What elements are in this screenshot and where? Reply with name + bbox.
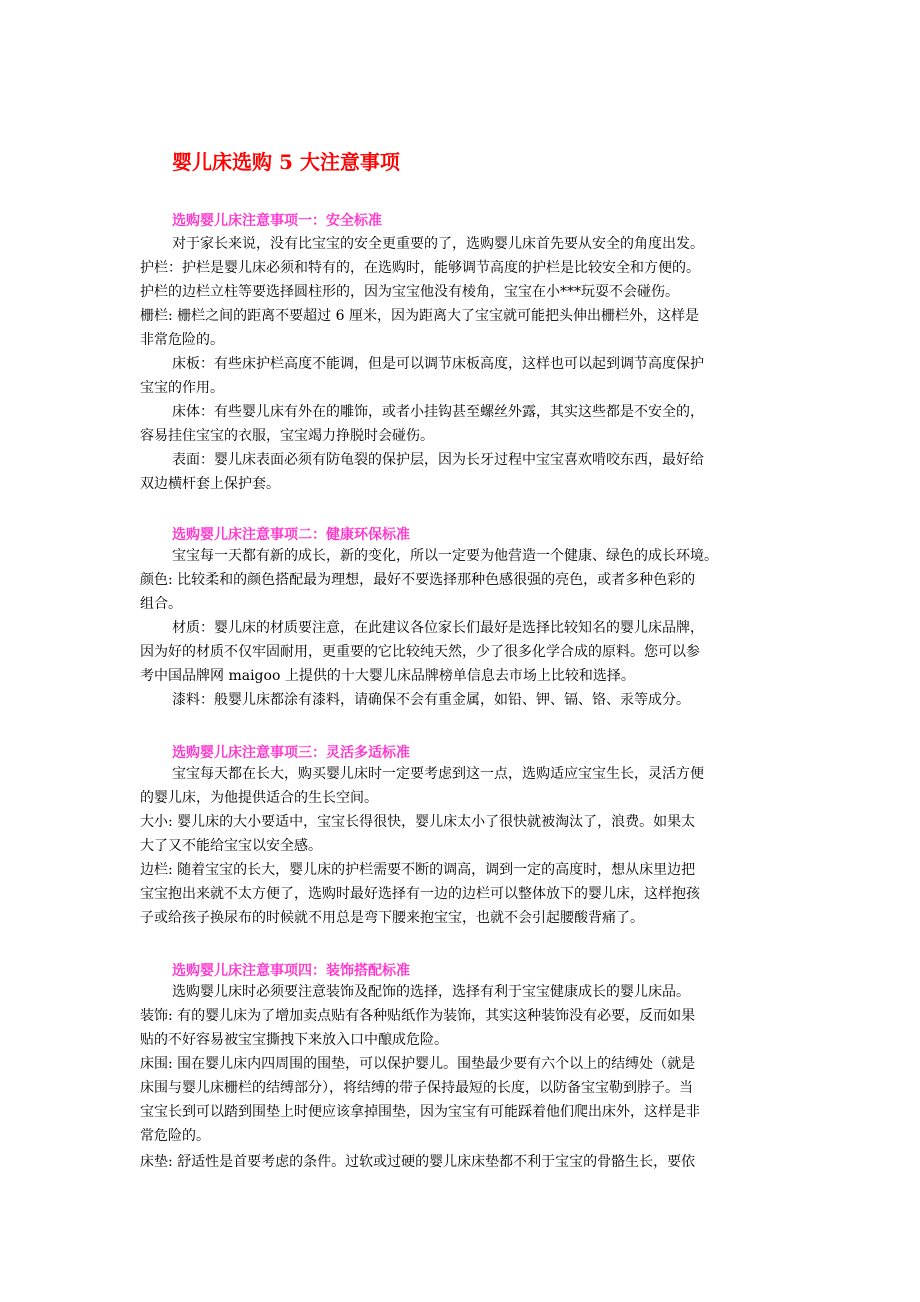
paragraph-line: 常危险的。	[140, 1128, 210, 1144]
paragraph-line: 表面：婴儿床表面必须有防龟裂的保护层，因为长牙过程中宝宝喜欢啃咬东西，最好给	[172, 452, 704, 468]
paragraph-line: 床垫: 舒适性是首要考虑的条件。过软或过硬的婴儿床床垫都不利于宝宝的骨骼生长，要依	[140, 1154, 696, 1170]
paragraph-line: 贴的不好容易被宝宝撕拽下来放入口中酿成危险。	[140, 1032, 448, 1048]
paragraph-line: 护栏：护栏是婴儿床必须和特有的，在选购时，能够调节高度的护栏是比较安全和方便的。	[140, 260, 700, 276]
paragraph-line: 床围: 围在婴儿床内四周围的围垫，可以保护婴儿。围垫最少要有六个以上的结缚处（就是	[140, 1056, 696, 1072]
paragraph-line: 颜色: 比较柔和的颜色搭配最为理想，最好不要选择那种色感很强的亮色，或者多种色彩的	[140, 572, 696, 588]
paragraph-line: 床板：有些床护栏高度不能调，但是可以调节床板高度，这样也可以起到调节高度保护	[172, 356, 704, 372]
paragraph-line: 边栏: 随着宝宝的长大，婴儿床的护栏需要不断的调高，调到一定的高度时，想从床里边把	[140, 862, 696, 878]
section-heading-3: 选购婴儿床注意事项三：灵活多适标准	[172, 745, 410, 761]
paragraph-line: 的婴儿床，为他提供适合的生长空间。	[140, 790, 378, 806]
paragraph-line: 宝宝长到可以踏到围垫上时便应该拿掉围垫，因为宝宝有可能踩着他们爬出床外，这样是非	[140, 1104, 700, 1120]
paragraph-line: 床体：有些婴儿床有外在的雕饰，或者小挂钩甚至螺丝外露，其实这些都是不安全的，	[172, 404, 704, 420]
paragraph-line: 护栏的边栏立柱等要选择圆柱形的，因为宝宝他没有棱角，宝宝在小***玩耍不会碰伤。	[140, 284, 679, 300]
paragraph-line: 子或给孩子换尿布的时候就不用总是弯下腰来抱宝宝，也就不会引起腰酸背痛了。	[140, 910, 644, 926]
paragraph-line: 宝宝抱出来就不太方便了，选购时最好选择有一边的边栏可以整体放下的婴儿床，这样抱孩	[140, 886, 700, 902]
paragraph-line: 宝宝每一天都有新的成长，新的变化，所以一定要为他营造一个健康、绿色的成长环境。	[172, 548, 718, 564]
paragraph-line: 考中国品牌网 maigoo 上提供的十大婴儿床品牌榜单信息去市场上比较和选择。	[140, 668, 635, 684]
paragraph-line: 材质：婴儿床的材质要注意，在此建议各位家长们最好是选择比较知名的婴儿床品牌，	[172, 620, 704, 636]
paragraph-line: 大小: 婴儿床的大小要适中，宝宝长得很快，婴儿床太小了很快就被淘汰了，浪费。如果太	[140, 814, 696, 830]
paragraph-line: 栅栏: 栅栏之间的距离不要超过 6 厘米，因为距离大了宝宝就可能把头伸出栅栏外，这样是	[140, 308, 699, 324]
paragraph-line: 非常危险的。	[140, 332, 224, 348]
section-heading-4: 选购婴儿床注意事项四：装饰搭配标准	[172, 963, 410, 979]
page-title: 婴儿床选购 5 大注意事项	[172, 150, 400, 174]
paragraph-line: 宝宝每天都在长大，购买婴儿床时一定要考虑到这一点，选购适应宝宝生长，灵活方便	[172, 766, 704, 782]
paragraph-line: 因为好的材质不仅牢固耐用，更重要的它比较纯天然，少了很多化学合成的原料。您可以参	[140, 644, 700, 660]
section-heading-2: 选购婴儿床注意事项二：健康环保标准	[172, 527, 410, 543]
section-heading-1: 选购婴儿床注意事项一：安全标准	[172, 213, 382, 229]
paragraph-line: 大了又不能给宝宝以安全感。	[140, 838, 322, 854]
paragraph-line: 组合。	[140, 596, 182, 612]
paragraph-line: 对于家长来说，没有比宝宝的安全更重要的了，选购婴儿床首先要从安全的角度出发。	[172, 236, 704, 252]
paragraph-line: 装饰: 有的婴儿床为了增加卖点贴有各种贴纸作为装饰，其实这种装饰没有必要，反而如果	[140, 1008, 696, 1024]
paragraph-line: 容易挂住宝宝的衣服，宝宝竭力挣脱时会碰伤。	[140, 428, 434, 444]
paragraph-line: 宝宝的作用。	[140, 380, 224, 396]
paragraph-line: 双边横杆套上保护套。	[140, 476, 280, 492]
paragraph-line: 漆料：般婴儿床都涂有漆料，请确保不会有重金属，如铅、钾、镉、铬、汞等成分。	[172, 692, 690, 708]
paragraph-line: 床围与婴儿床栅栏的结缚部分），将结缚的带子保持最短的长度，以防备宝宝勒到脖子。当	[140, 1080, 693, 1096]
paragraph-line: 选购婴儿床时必须要注意装饰及配饰的选择，选择有利于宝宝健康成长的婴儿床品。	[172, 984, 690, 1000]
